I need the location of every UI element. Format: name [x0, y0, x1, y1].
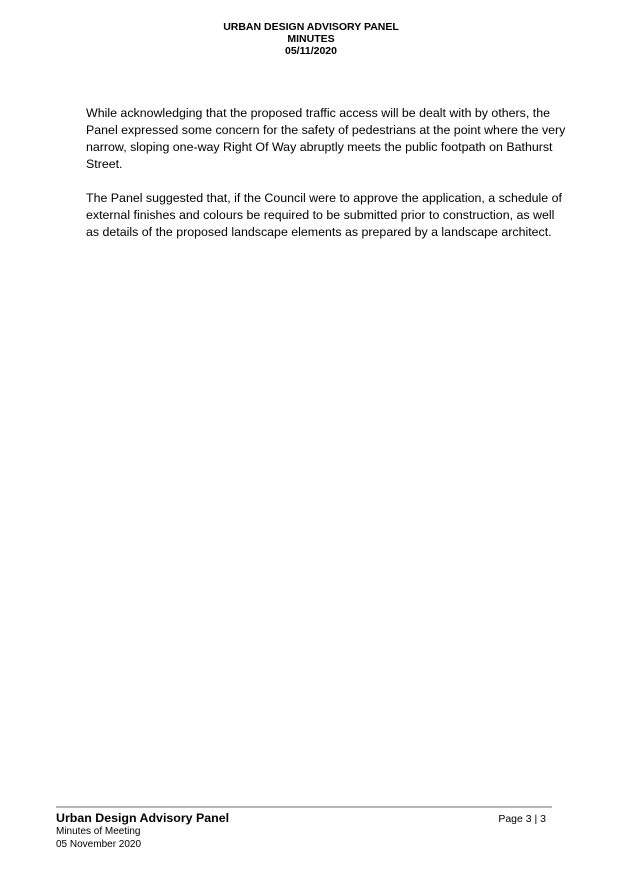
- footer-divider: [56, 806, 552, 808]
- header-document-type: MINUTES: [287, 33, 335, 45]
- paragraph-traffic-concern: While acknowledging that the proposed traffic access will be dealt with by others, the Panel expressed some concern for the safety of pedestrians at the point where the very narrow, sloping one-way Right Of Way abruptly meets the public footpath on Bathurst Street.: [86, 106, 566, 171]
- page-number: Page 3 | 3: [498, 813, 546, 825]
- footer-title: Urban Design Advisory Panel: [56, 811, 230, 825]
- footer-date: 05 November 2020: [56, 839, 142, 850]
- footer-subtitle: Minutes of Meeting: [56, 826, 141, 837]
- minutes-body: [86, 105, 566, 258]
- paragraph-finishes-suggestion: The Panel suggested that, if the Council were to approve the application, a schedule of external finishes and colours be required to be submitted prior to construction, as well as details of the proposed landscape elements as prepared by a landscape architect.: [86, 191, 562, 239]
- header-organisation: URBAN DESIGN ADVISORY PANEL: [223, 21, 399, 33]
- page-header: [0, 21, 622, 57]
- header-date: 05/11/2020: [285, 45, 337, 57]
